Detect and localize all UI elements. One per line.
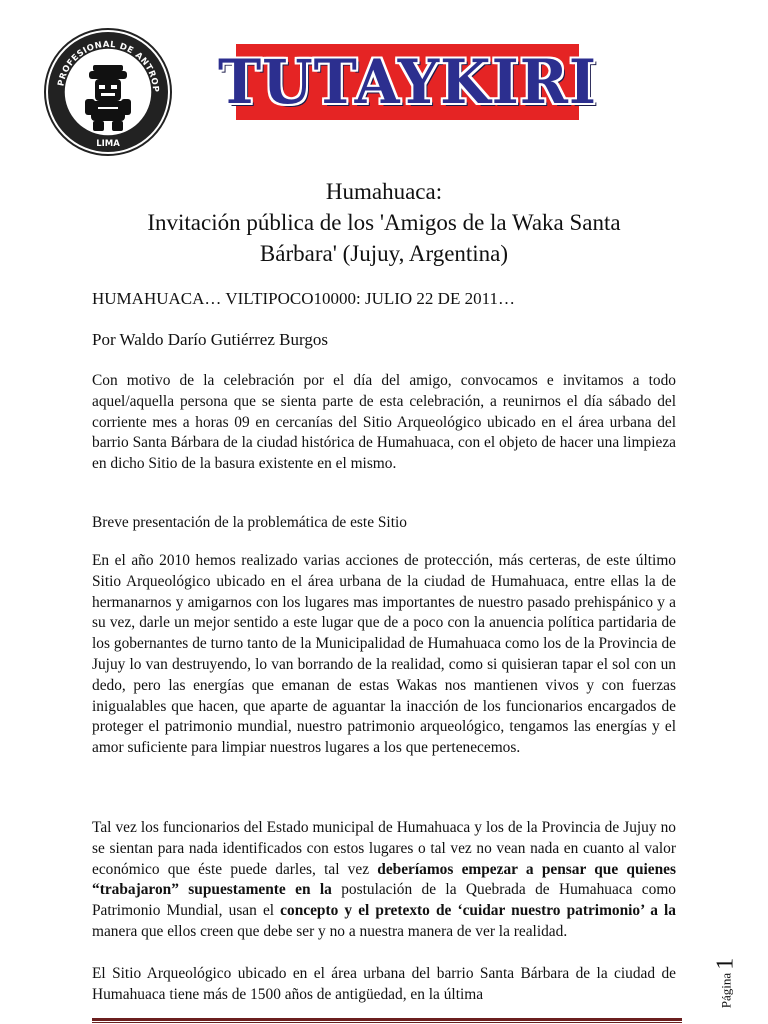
paragraph-3-bold-1: deberíamos empezar a pensar que quienes “trabajaron” supuestamente en la (92, 860, 676, 899)
title-line-1: Humahuaca: (325, 179, 443, 204)
seal-city: LIMA (96, 139, 120, 149)
title-line-3: Bárbara' (Jujuy, Argentina) (259, 241, 509, 266)
subheading: Breve presentación de la problemática de este Sitio (92, 514, 407, 531)
footer-rule (92, 1018, 682, 1021)
seal-text: PROFESIONAL DE ANTROP (56, 39, 161, 93)
college-seal-logo (43, 27, 173, 157)
paragraph-1: Con motivo de la celebración por el día del amigo, convocamos e invitamos a todo aquel/aquella persona que se sienta parte de esta celebración, a reunirnos el día sábado del corriente mes a horas 09 en cercanías del Sitio Arqueológico ubicado en el área urbana del barrio Santa Bárbara de la ciudad histórica de Humahuaca, con el objeto de hacer una limpieza en dicho Sitio de la basura existente en el mismo. (92, 372, 676, 473)
paragraph-2: En el año 2010 hemos realizado varias acciones de protección, más certeras, de este último Sitio Arqueológico ubicado en el área urbana de la ciudad de Humahuaca, entre ellas la de hermanarnos y amigarnos con los lugares mas importantes de nuestro pasado prehispánico y a su vez, darle un mejor sentido a este lugar que de a poco con la anuencia política partidaria de los gobernantes de turno tanto de la Municipalidad de Humahuaca como los de la Provincia de Jujuy lo van destruyendo, lo van borrando de la realidad, como si quisieran tapar el sol con un dedo, pero las energías que emanan de estas Wakas nos mantienen vivos y con fuerzas inigualables que hacen, que aparte de aguantar la inacción de los funcionarios encargados de proteger el patrimonio mundial, nuestro patrimonio arqueológico, tengamos las energías y el amor suficiente para limpiar nuestros lugares a los que pertenecemos. (92, 552, 676, 757)
paragraph-3-part-3: manera que ellos creen que debe ser y no a nuestra manera de ver la realidad. (92, 922, 568, 940)
page-indicator (711, 948, 741, 1018)
paragraph-3 (92, 818, 676, 943)
paragraph-3-part-2: postulación de la Quebrada de Humahuaca como Patrimonio Mundial, usan el (92, 881, 677, 920)
article-title (92, 176, 676, 269)
page-label: Página (718, 972, 734, 1009)
banner-title: TUTAYKIRI (217, 46, 598, 118)
byline: Por Waldo Darío Gutiérrez Burgos (92, 330, 328, 349)
dateline: HUMAHUACA… VILTIPOCO10000: JULIO 22 DE 2011… (92, 289, 515, 308)
paragraph-3-bold-2: concepto y el pretexto de ‘cuidar nuestro patrimonio’ a la (280, 902, 676, 920)
paragraph-3-part-1: Tal vez los funcionarios del Estado municipal de Humahuaca y los de la Provincia de Jujuy no se sientan para nada identificados con estos lugares o tal vez no vean nada en cuanto al valor económico que éste puede darles, tal vez (92, 819, 676, 878)
page-number: 1 (712, 957, 739, 970)
title-line-2: Invitación pública de los 'Amigos de la Waka Santa (147, 210, 621, 235)
paragraph-4: El Sitio Arqueológico ubicado en el área urbana del barrio Santa Bárbara de la ciudad de Humahuaca tiene más de 1500 años de antigüedad, en la última (92, 965, 676, 1003)
tutaykiri-banner (217, 44, 598, 120)
idol-figure-icon (43, 27, 173, 157)
footer-rule-thin (92, 1022, 682, 1023)
